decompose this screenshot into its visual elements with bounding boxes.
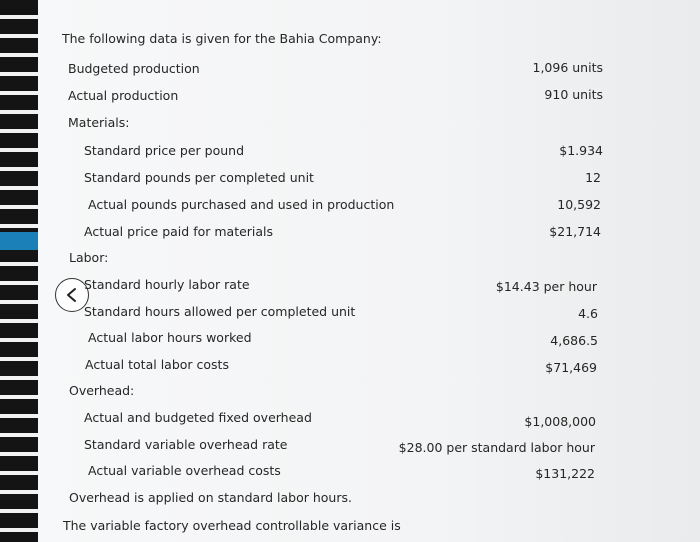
actual-costs-value: $71,469 [545,360,597,375]
actual-pounds-label: Actual pounds purchased and used in production [88,197,395,212]
actual-production-value: 910 units [544,87,603,102]
left-strip [0,0,38,542]
standard-hours-label: Standard hours allowed per completed unit [84,304,356,319]
materials-heading: Materials: [68,115,130,130]
actual-price-value: $21,714 [549,224,601,239]
problem-title: The following data is given for the Bahia Company: [62,31,382,46]
question-text: The variable factory overhead controllable variance is [63,518,401,533]
standard-rate-label: Standard hourly labor rate [84,277,250,292]
standard-hours-value: 4.6 [578,306,598,321]
fixed-overhead-value: $1,008,000 [524,414,596,429]
actual-production-label: Actual production [68,88,179,103]
actual-hours-label: Actual labor hours worked [88,330,252,345]
variable-rate-label: Standard variable overhead rate [84,437,288,452]
actual-hours-value: 4,686.5 [550,333,598,348]
standard-price-value: $1.934 [559,143,603,158]
standard-rate-value: $14.43 per hour [495,279,597,294]
standard-pounds-value: 12 [585,170,601,185]
budgeted-production-value: 1,096 units [532,60,603,75]
labor-heading: Labor: [69,250,109,265]
actual-pounds-value: 10,592 [557,197,601,212]
problem-document [38,0,700,542]
variable-rate-value: $28.00 per standard labor hour [398,440,595,455]
left-strip-highlight [0,232,38,250]
standard-pounds-label: Standard pounds per completed unit [84,170,314,185]
chevron-left-icon [65,287,79,303]
fixed-overhead-label: Actual and budgeted fixed overhead [84,410,312,425]
actual-costs-label: Actual total labor costs [85,357,229,372]
overhead-note: Overhead is applied on standard labor hours. [69,490,352,505]
overhead-heading: Overhead: [69,383,135,398]
standard-price-label: Standard price per pound [84,143,245,158]
variable-costs-value: $131,222 [535,466,595,481]
budgeted-production-label: Budgeted production [68,61,200,76]
actual-price-label: Actual price paid for materials [84,224,274,239]
variable-costs-label: Actual variable overhead costs [88,463,281,478]
